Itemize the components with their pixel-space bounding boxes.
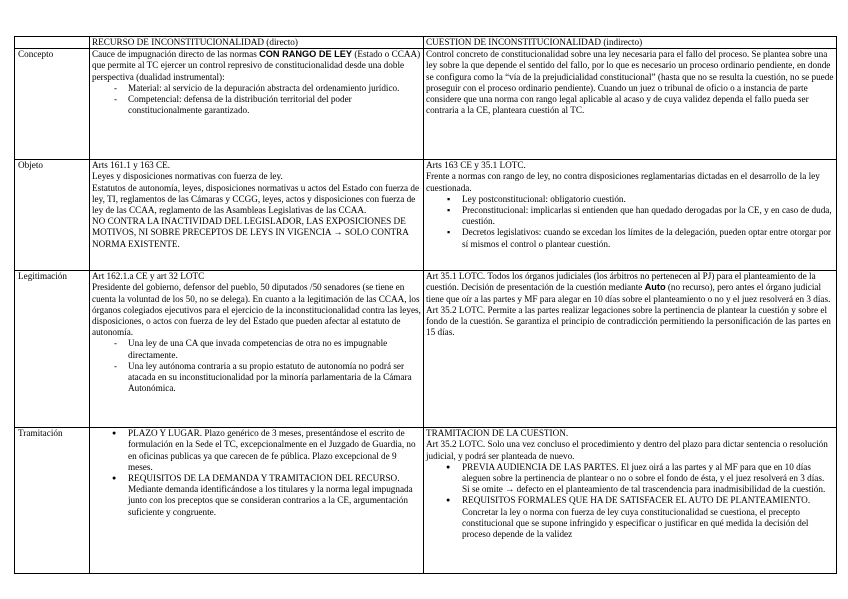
legitimacion-recurso-text: Presidente del gobierno, defensor del pueblo, 50 diputados /50 senadores (se tiene en cuenta la voluntad de los 50, no se delega). En cuanto a la legitimación de las CCAA, los órganos colegiados ejecutivos para el ejercicio de la inconstitucionalidad contra las leyes, disposiciones, o actos con fuerza de ley del Estado que pueden afectar al estatuto de autonomía. bbox=[92, 282, 421, 338]
legitimacion-cuestion-text: Art 35.1 LOTC. Todos los órganos judiciales (los árbitros no pertenecen al PJ) para el planteamiento de la cuestión. Decisión de presentación de la cuestión mediante Auto (no recurso), pero antes el órgano judicial tiene que oír a las partes y MF para alegar en 10 días sobre el planteamiento o no y el juez resolverá en 3 días. bbox=[426, 271, 831, 304]
row-objeto bbox=[15, 160, 837, 271]
objeto-recurso-line: Leyes y disposiciones normativas con fuerza de ley. bbox=[92, 171, 283, 182]
objeto-cuestion-line: Arts 163 CE y 35.1 LOTC. bbox=[426, 160, 526, 171]
objeto-recurso-cell bbox=[90, 160, 424, 271]
row-label-legitimacion: Legitimación bbox=[15, 271, 90, 428]
list-item: ● REQUISITOS FORMALES QUE HA DE SATISFACER EL AUTO DE PLANTEAMIENTO. Concretar la ley o norma con fuerza de ley cuya constitucionalidad se cuestiona, el precepto constitucional que se supone infringido y especificar o justificar en qué medida la decisión del proceso depende de la validez bbox=[426, 495, 834, 540]
list-item: - Una ley de una CA que invada competencias de otra no es impugnable directamente. bbox=[92, 338, 421, 360]
header-empty-cell bbox=[15, 37, 90, 49]
concepto-recurso-list bbox=[92, 83, 421, 117]
concepto-recurso-cell bbox=[90, 49, 424, 160]
concepto-recurso-text: Cauce de impugnación directo de las normas CON RANGO DE LEY (Estado o CCAA) que permite al TC ejercer un control represivo de constitucionalidad desde una doble perspectiva (dualidad instrumental): bbox=[92, 49, 421, 82]
list-item: ▪ Decretos legislativos: cuando se excedan los límites de la delegación, pueden optar entre otorgar por sí mismos el control o plantear cuestión. bbox=[426, 227, 834, 249]
objeto-recurso-line: Estatutos de autonomía, leyes, disposiciones normativas u actos del Estado con fuerza de ley, TI, reglamentos de las Cámaras y CCGG, leyes, actos y disposiciones con fuerza de ley de las CCAA, reglamento de las Asambleas Legislativas de las CCAA. bbox=[92, 182, 420, 216]
row-label-concepto: Concepto bbox=[15, 49, 90, 160]
objeto-cuestion-line: Frente a normas con rango de ley, no contra disposiciones reglamentarias dictadas en el desarrollo de la ley cuestionada. bbox=[426, 171, 820, 193]
list-item: ▪ Preconstitucional: implicarlas si entienden que han quedado derogadas por la CE, y en caso de duda, cuestión. bbox=[426, 205, 834, 227]
legitimacion-recurso-list bbox=[92, 338, 421, 394]
row-tramitacion bbox=[15, 428, 837, 574]
list-item: - Material: al servicio de la depuración abstracta del ordenamiento jurídico. bbox=[92, 83, 421, 94]
tramitacion-cuestion-title: TRAMITACION DE LA CUESTION. bbox=[426, 428, 569, 439]
tramitacion-recurso-list bbox=[92, 428, 421, 518]
list-item: ● REQUISITOS DE LA DEMANDA Y TRAMITACION DEL RECURSO. Mediante demanda identificándose a los titulares y la norma legal impugnada junto con los preceptos que se consideran contrarios a la CE, argumentación suficiente y congruente. bbox=[92, 473, 421, 518]
comparison-table bbox=[14, 36, 837, 574]
list-item: ● PREVIA AUDIENCIA DE LAS PARTES. El juez oirá a las partes y al MF para que en 10 días aleguen sobre la pertinencia de plantear o no o sobre el fondo de ésta, y el juez resolverá en 3 días. Si se omite → defecto en el planteamiento de tal trascendencia para inadmisibilidad de la cuestión. bbox=[426, 462, 834, 496]
objeto-cuestion-list bbox=[426, 194, 834, 250]
concepto-cuestion-text: Control concreto de constitucionalidad sobre una ley necesaria para el fallo del proceso. Se plantea sobre una ley sobre la que depende el sentido del fallo, por lo que es necesario un proceso ordinario pendiente, en donde se configura como la “vía de la prejudicialidad constitucional” (hasta que no se resulta la cuestión, no se puede proseguir con el proceso ordinario pendiente). Cuando un juez o tribunal de oficio o a instancia de parte considere que una norma con rango legal aplicable al acaso y de cuya validez dependa el fallo pueda ser contraria a la CE, planteara cuestión al TC. bbox=[426, 49, 834, 116]
row-legitimacion bbox=[15, 271, 837, 428]
tramitacion-cuestion-cell bbox=[424, 428, 837, 574]
legitimacion-recurso-cell bbox=[90, 271, 424, 428]
row-concepto bbox=[15, 49, 837, 160]
row-label-objeto: Objeto bbox=[15, 160, 90, 271]
concepto-cuestion-cell bbox=[424, 49, 837, 160]
list-item: - Una ley autónoma contraria a su propio estatuto de autonomía no podrá ser atacada en su inconstitucionalidad por la minoría parlamentaria de la Cámara Autonómica. bbox=[92, 361, 421, 395]
list-item: ▪ Ley postconstitucional: obligatorio cuestión. bbox=[426, 194, 834, 205]
tramitacion-cuestion-text: Art 35.2 LOTC. Solo una vez concluso el procedimiento y dentro del plazo para dictar sentencia o resolución judicial, y podrá ser planteada de nuevo. bbox=[426, 439, 828, 461]
tramitacion-recurso-cell bbox=[90, 428, 424, 574]
header-recurso: RECURSO DE INCONSTITUCIONALIDAD (directo) bbox=[90, 37, 424, 49]
legitimacion-recurso-line: Art 162.1.a CE y art 32 LOTC bbox=[92, 271, 205, 282]
list-item: - Competencial: defensa de la distribución territorial del poder constitucionalmente garantizado. bbox=[92, 94, 421, 116]
objeto-recurso-line: Arts 161.1 y 163 CE. bbox=[92, 160, 171, 171]
legitimacion-cuestion-cell bbox=[424, 271, 837, 428]
list-item: ● PLAZO Y LUGAR. Plazo genérico de 3 meses, presentándose el escrito de formulación en la Sede el TC, excepcionalmente en el Juzgado de Guardia, no en oficinas publicas ya que carecen de fe pública. Plazo excepcional de 9 meses. bbox=[92, 428, 421, 473]
tramitacion-cuestion-list bbox=[426, 462, 834, 540]
row-label-tramitacion: Tramitación bbox=[15, 428, 90, 574]
objeto-recurso-line: NO CONTRA LA INACTIVIDAD DEL LEGISLADOR, LAS EXPOSICIONES DE MOTIVOS, NI SOBRE PRECEPTOS DE LEYS IN VIGENCIA → SOLO CONTRA NORMA EXISTENTE. bbox=[92, 216, 409, 249]
objeto-cuestion-cell bbox=[424, 160, 837, 271]
header-row bbox=[15, 37, 837, 49]
header-cuestion: CUESTION DE INCONSTITUCIONALIDAD (indirecto) bbox=[424, 37, 837, 49]
legitimacion-cuestion-text-2: Art 35.2 LOTC. Permite a las partes realizar legaciones sobre la pertinencia de plantear la cuestión y sobre el fondo de la cuestión. Se garantiza el principio de contradicción permitiendo la personificación de las partes en 15 días. bbox=[426, 304, 831, 338]
